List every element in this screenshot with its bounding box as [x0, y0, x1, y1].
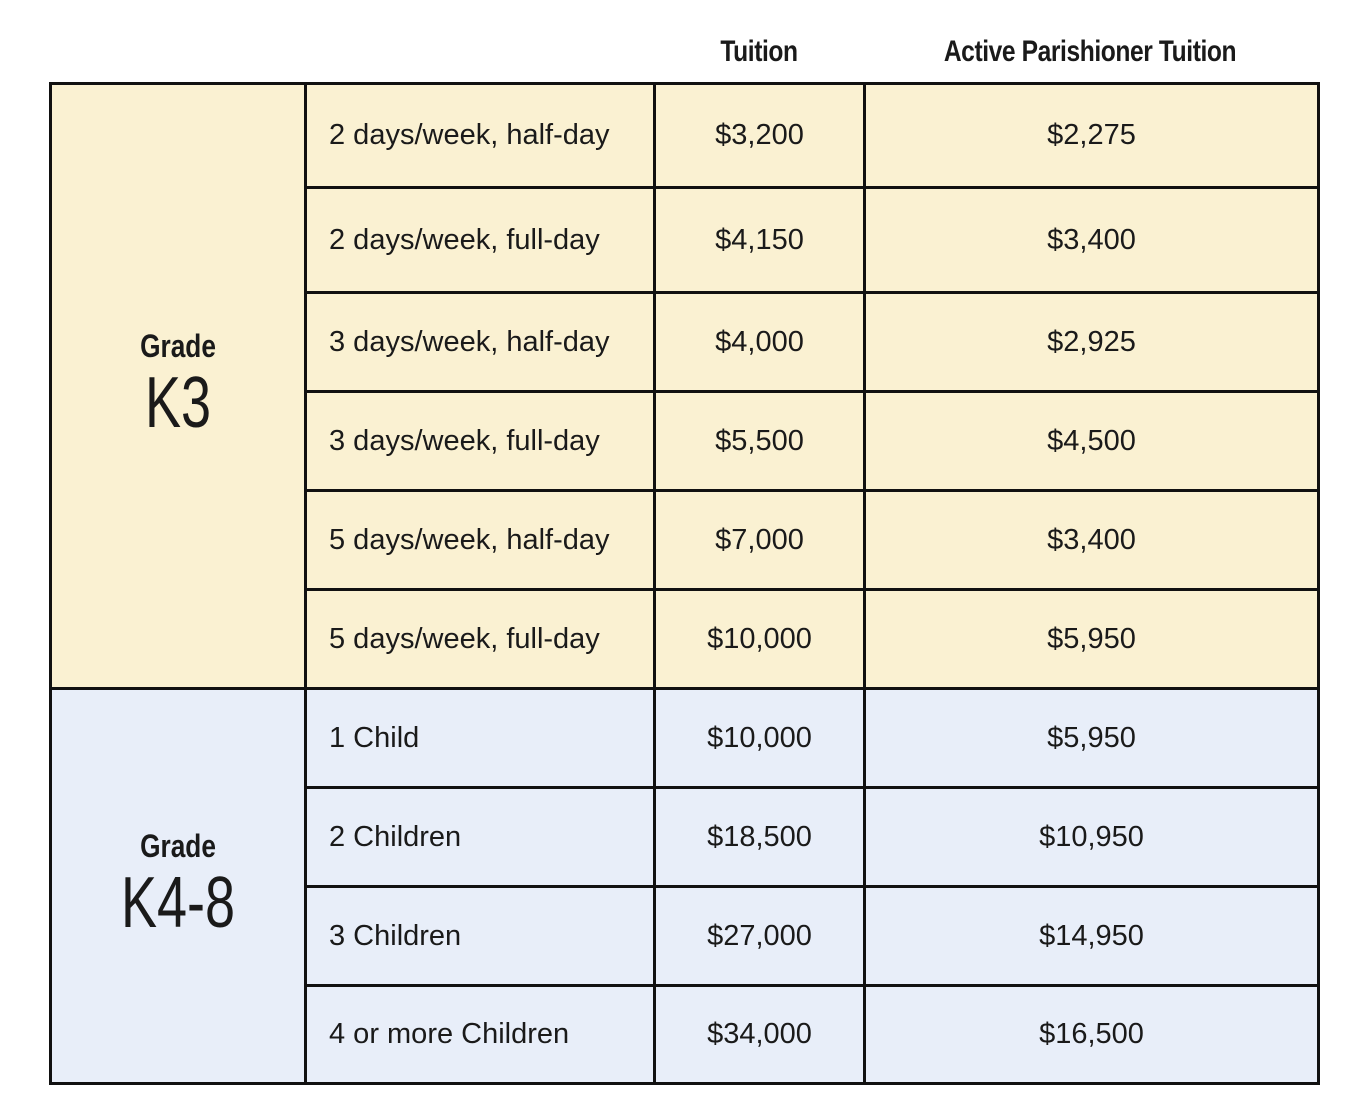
schedule-option: 2 days/week, full-day [306, 188, 655, 293]
schedule-option: 3 days/week, full-day [306, 392, 655, 491]
tuition-value: $18,500 [655, 788, 865, 887]
grade-label: Grade [140, 828, 216, 865]
tuition-value: $4,000 [655, 293, 865, 392]
parishioner-tuition-column-header: Active Parishioner Tuition [943, 35, 1237, 68]
parishioner-tuition-value: $4,500 [865, 392, 1319, 491]
table-row [51, 689, 1319, 788]
grade-level-k3: K3 [144, 363, 212, 444]
parishioner-tuition-value: $16,500 [865, 986, 1319, 1084]
parishioner-tuition-value: $3,400 [865, 491, 1319, 590]
table-row [51, 84, 1319, 188]
schedule-option: 5 days/week, full-day [306, 590, 655, 689]
tuition-value: $34,000 [655, 986, 865, 1084]
parishioner-tuition-value: $3,400 [865, 188, 1319, 293]
tuition-table [49, 82, 1320, 1085]
children-option: 1 Child [306, 689, 655, 788]
grade-k3-cell [51, 84, 306, 689]
schedule-option: 3 days/week, half-day [306, 293, 655, 392]
grade-k4-8-cell [51, 689, 306, 1084]
parishioner-tuition-value: $2,275 [865, 84, 1319, 188]
children-option: 4 or more Children [306, 986, 655, 1084]
parishioner-tuition-value: $14,950 [865, 887, 1319, 986]
parishioner-tuition-value: $2,925 [865, 293, 1319, 392]
tuition-value: $3,200 [655, 84, 865, 188]
tuition-value: $4,150 [655, 188, 865, 293]
tuition-value: $10,000 [655, 689, 865, 788]
tuition-value: $10,000 [655, 590, 865, 689]
tuition-value: $27,000 [655, 887, 865, 986]
children-option: 2 Children [306, 788, 655, 887]
parishioner-tuition-value: $5,950 [865, 689, 1319, 788]
parishioner-tuition-value: $5,950 [865, 590, 1319, 689]
schedule-option: 5 days/week, half-day [306, 491, 655, 590]
children-option: 3 Children [306, 887, 655, 986]
parishioner-tuition-value: $10,950 [865, 788, 1319, 887]
schedule-option: 2 days/week, half-day [306, 84, 655, 188]
tuition-column-header: Tuition [720, 35, 798, 68]
tuition-value: $5,500 [655, 392, 865, 491]
grade-label: Grade [140, 328, 216, 365]
tuition-value: $7,000 [655, 491, 865, 590]
grade-level-k4-8: K4-8 [120, 863, 236, 944]
